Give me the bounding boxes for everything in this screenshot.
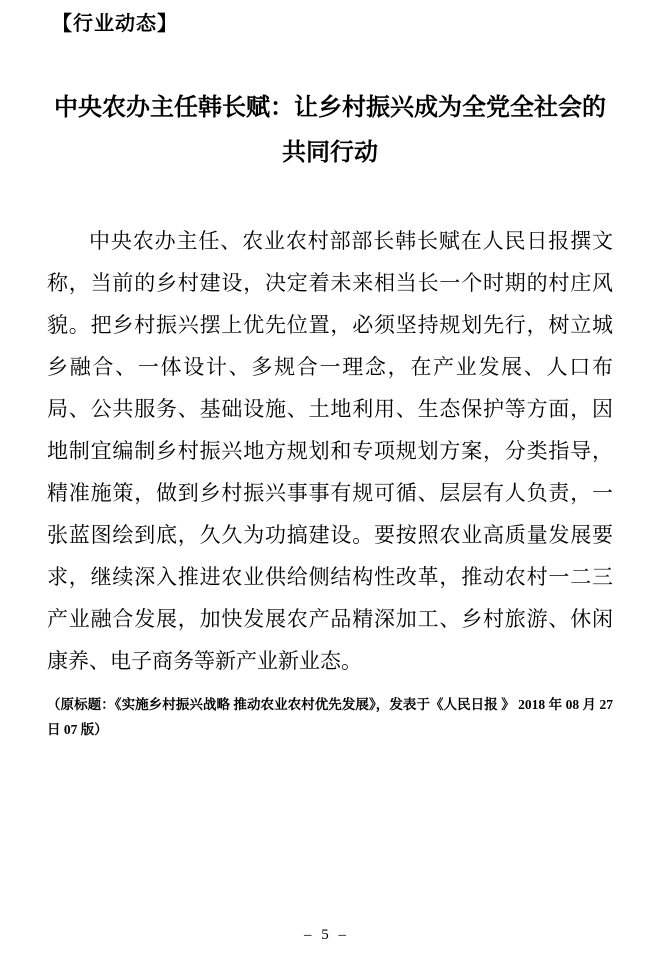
article-title: 中央农办主任韩长赋：让乡村振兴成为全党全社会的共同行动	[54, 95, 606, 166]
source-note: （原标题：《实施乡村振兴战略 推动农业农村优先发展》，发表于《人民日报 》 2018 年 08 月 27 日 07 版）	[47, 697, 613, 737]
article-body: 中央农办主任、农业农村部部长韩长赋在人民日报撰文称，当前的乡村建设，决定着未来相当长一个时期的村庄风貌。把乡村振兴摆上优先位置，必须坚持规划先行，树立城乡融合、一体设计、多规合一理念，在产业发展、人口布局、公共服务、基础设施、土地利用、生态保护等方面，因地制宜编制乡村振兴地方规划和专项规划方案，分类指导，精准施策，做到乡村振兴事事有规可循、层层有人负责，一张蓝图绘到底，久久为功搞建设。要按照农业高质量发展要求，继续深入推进农业供给侧结构性改革，推动农村一二三产业融合发展，加快发展农产品精深加工、乡村旅游、休闲康养、电子商务等新产业新业态。	[47, 229, 613, 673]
page-number: – 5 –	[304, 927, 349, 943]
section-label: 【行业动态】	[52, 13, 178, 35]
